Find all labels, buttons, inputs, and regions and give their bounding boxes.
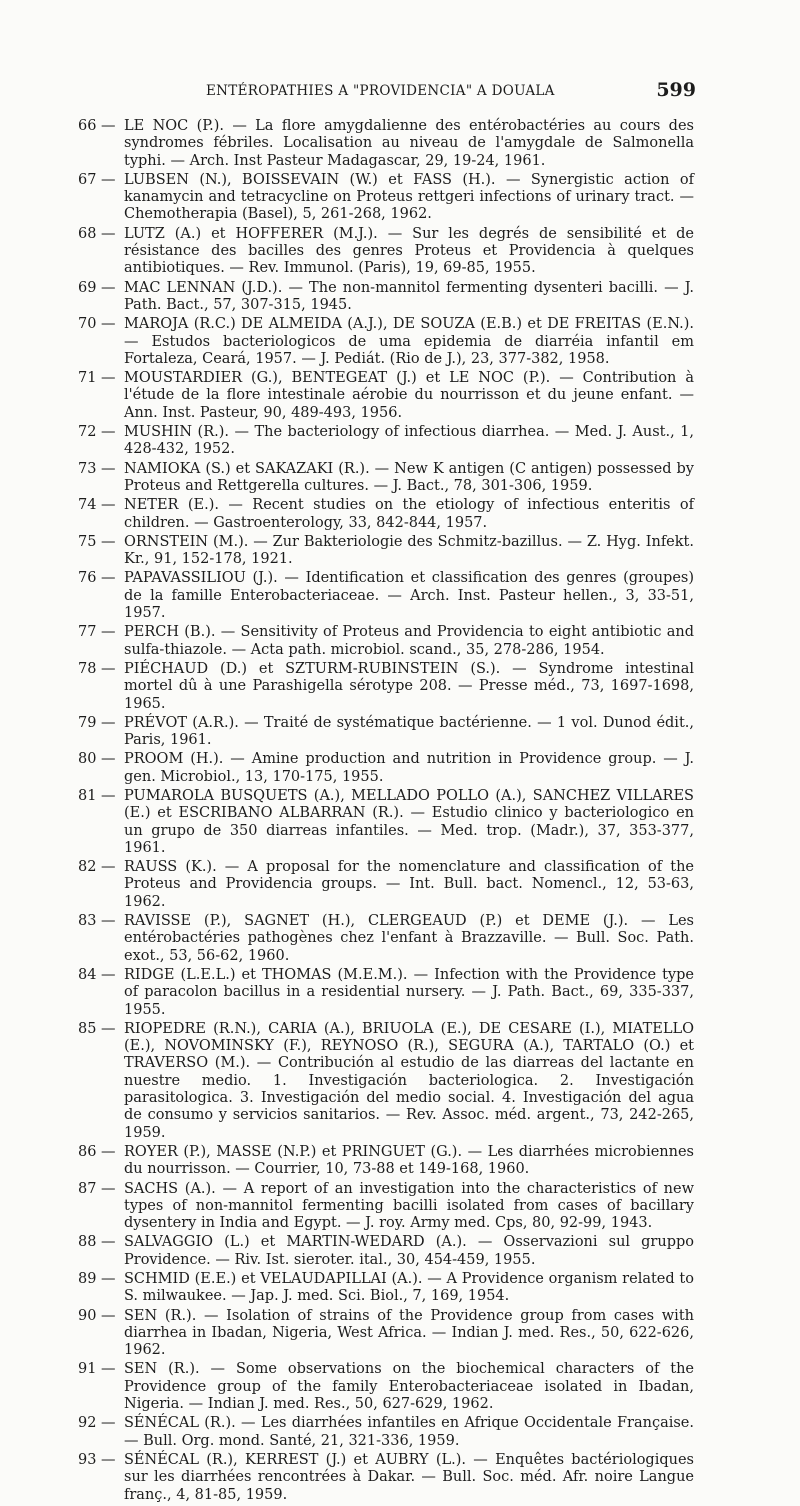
reference-dash: —	[101, 714, 116, 731]
reference-entry	[78, 118, 694, 170]
reference-number: 80	[78, 751, 97, 768]
running-title: ENTÉROPATHIES A "PROVIDENCIA" A DOUALA	[206, 83, 555, 99]
reference-dash: —	[101, 1234, 116, 1251]
reference-dash: —	[101, 1361, 116, 1378]
reference-number: 85	[78, 1020, 97, 1037]
reference-entry	[78, 1308, 694, 1360]
reference-number: 81	[78, 787, 97, 804]
reference-entry	[78, 497, 694, 532]
reference-entry	[78, 788, 694, 857]
reference-number: 70	[78, 316, 97, 333]
reference-number: 83	[78, 913, 97, 930]
reference-dash: —	[101, 1307, 116, 1324]
running-header	[206, 79, 696, 103]
reference-dash: —	[101, 1415, 116, 1432]
reference-dash: —	[101, 225, 116, 242]
reference-number: 69	[78, 279, 97, 296]
reference-number: 91	[78, 1361, 97, 1378]
reference-dash: —	[101, 624, 116, 641]
reference-entry	[78, 1271, 694, 1306]
reference-text: MOUSTARDIER (G.), BENTEGEAT (J.) et LE NOC (P.). — Contribution à l'étude de la flore intestinale aérobie du nourrisson et du jeune enfant. — Ann. Inst. Pasteur, 90, 489-493, 1956.	[124, 370, 694, 421]
reference-text: PAPAVASSILIOU (J.). — Identification et classification des genres (groupes) de la famille Enterobacteriaceae. — Arch. Inst. Pasteur hellen., 3, 33-51, 1957.	[124, 570, 694, 622]
reference-number: 66	[78, 118, 97, 134]
reference-number: 78	[78, 660, 97, 677]
reference-dash: —	[101, 966, 116, 983]
reference-text: RAUSS (K.). — A proposal for the nomenclature and classification of the Proteus and Providencia groups. — Int. Bull. bact. Nomencl., 12, 53-63, 1962.	[124, 859, 694, 910]
reference-dash: —	[101, 460, 116, 477]
reference-text: PROOM (H.). — Amine production and nutrition in Providence group. — J. gen. Microbiol., 13, 170-175, 1955.	[124, 751, 694, 785]
reference-text: LUTZ (A.) et HOFFERER (M.J.). — Sur les degrés de sensibilité et de résistance des bacilles des genres Proteus et Providencia à quelques antibiotiques. — Rev. Immunol. (Paris), 19, 69-85, 1955.	[124, 225, 694, 277]
reference-dash: —	[101, 497, 116, 514]
reference-entry	[78, 370, 694, 422]
reference-dash: —	[101, 533, 116, 550]
reference-text: SCHMID (E.E.) et VELAUDAPILLAI (A.). — A Providence organism related to S. milwaukee. — Jap. J. med. Sci. Biol., 7, 169, 1954.	[124, 1271, 694, 1305]
reference-dash: —	[101, 660, 116, 677]
reference-entry	[78, 624, 694, 659]
reference-number: 74	[78, 497, 97, 514]
reference-entry	[78, 859, 694, 911]
reference-number: 72	[78, 424, 97, 441]
reference-entry	[78, 1361, 694, 1413]
reference-dash: —	[101, 279, 116, 296]
reference-entry	[78, 172, 694, 224]
reference-text: NAMIOKA (S.) et SAKAZAKI (R.). — New K antigen (C antigen) possessed by Proteus and Rettgerella cultures. — J. Bact., 78, 301-306, 1959.	[124, 460, 694, 494]
reference-number: 87	[78, 1180, 97, 1197]
reference-text: PIÉCHAUD (D.) et SZTURM-RUBINSTEIN (S.). — Syndrome intestinal mortel dû à une Parashigella sérotype 208. — Presse méd., 73, 1697-1698, 1965.	[124, 660, 694, 712]
reference-number: 84	[78, 966, 97, 983]
reference-number: 93	[78, 1451, 97, 1468]
reference-dash: —	[101, 1451, 116, 1468]
reference-text: ORNSTEIN (M.). — Zur Bakteriologie des Schmitz-bazillus. — Z. Hyg. Infekt. Kr., 91, 152-178, 1921.	[124, 533, 694, 568]
reference-text: LUBSEN (N.), BOISSEVAIN (W.) et FASS (H.). — Synergistic action of kanamycin and tetracycline on Proteus rettgeri infections of urinary tract. — Chemotherapia (Basel), 5, 261-268, 1962.	[124, 171, 694, 223]
reference-number: 89	[78, 1271, 97, 1287]
reference-text: RAVISSE (P.), SAGNET (H.), CLERGEAUD (P.) et DEME (J.). — Les entérobactéries pathogènes chez l'enfant à Brazzaville. — Bull. Soc. Path. exot., 53, 56-62, 1960.	[124, 913, 694, 964]
reference-text: SEN (R.). — Some observations on the biochemical characters of the Providence group of the family Enterobacteriaceae isolated in Ibadan, Nigeria. — Indian J. med. Res., 50, 627-629, 1962.	[124, 1361, 694, 1413]
reference-dash: —	[101, 424, 116, 441]
reference-number: 86	[78, 1143, 97, 1160]
reference-text: SÉNÉCAL (R.), KERREST (J.) et AUBRY (L.). — Enquêtes bactériologiques sur les diarrhées rencontrées à Dakar. — Bull. Soc. méd. Afr. noire Langue franç., 4, 81-85, 1959.	[124, 1451, 694, 1503]
reference-number: 68	[78, 225, 97, 242]
reference-entry	[78, 570, 694, 622]
reference-entry	[78, 715, 694, 750]
reference-dash: —	[101, 1143, 116, 1160]
reference-number: 90	[78, 1307, 97, 1324]
reference-entry	[78, 534, 694, 569]
reference-number: 92	[78, 1415, 97, 1432]
reference-text: PERCH (B.). — Sensitivity of Proteus and Providencia to eight antibiotic and sulfa-thiazole. — Acta path. microbiol. scand., 35, 278-286, 1954.	[124, 624, 694, 658]
reference-dash: —	[101, 370, 116, 387]
reference-number: 82	[78, 859, 97, 876]
reference-number: 76	[78, 570, 97, 587]
reference-entry	[78, 661, 694, 713]
reference-text: RIDGE (L.E.L.) et THOMAS (M.E.M.). — Infection with the Providence type of paracolon bacillus in a residential nursery. — J. Path. Bact., 69, 335-337, 1955.	[124, 966, 694, 1018]
reference-text: PUMAROLA BUSQUETS (A.), MELLADO POLLO (A.), SANCHEZ VILLARES (E.) et ESCRIBANO ALBARRAN (R.). — Estudio clinico y bacteriologico en un grupo de 350 diarreas infantiles. — Med. trop. (Madr.), 37, 353-377, 1961.	[124, 787, 694, 856]
reference-dash: —	[101, 316, 116, 333]
reference-text: SACHS (A.). — A report of an investigation into the characteristics of new types of non-mannitol fermenting bacilli isolated from cases of bacillary dysentery in India and Egypt. — J. roy. Army med. Cps, 80, 92-99, 1943.	[124, 1180, 694, 1232]
reference-number: 79	[78, 714, 97, 731]
reference-text: RIOPEDRE (R.N.), CARIA (A.), BRIUOLA (E.), DE CESARE (I.), MIATELLO (E.), NOVOMINSKY (F.), REYNOSO (R.), SEGURA (A.), TARTALO (O.) et TRAVERSO (M.). — Contribución al estudio de las diarreas del lactante en nuestre medio. 1. Investigación bacteriologica. 2. Investigación parasitologica. 3. Investigación del medio social. 4. Investigación del agua de consumo y servicios sanitarios. — Rev. Assoc. méd. argent., 73, 242-265, 1959.	[124, 1020, 694, 1141]
reference-list	[78, 118, 694, 1506]
reference-text: SÉNÉCAL (R.). — Les diarrhées infantiles en Afrique Occidentale Française. — Bull. Org. mond. Santé, 21, 321-336, 1959.	[124, 1415, 694, 1449]
reference-number: 73	[78, 460, 97, 477]
reference-text: SEN (R.). — Isolation of strains of the Providence group from cases with diarrhea in Ibadan, Nigeria, West Africa. — Indian J. med. Res., 50, 622-626, 1962.	[124, 1307, 694, 1359]
reference-entry	[78, 316, 694, 368]
reference-entry	[78, 1181, 694, 1233]
reference-text: MUSHIN (R.). — The bacteriology of infectious diarrhea. — Med. J. Aust., 1, 428-432, 1952.	[124, 424, 694, 458]
reference-entry	[78, 1144, 694, 1179]
reference-dash: —	[101, 913, 116, 930]
reference-number: 77	[78, 624, 97, 641]
reference-entry	[78, 967, 694, 1019]
reference-entry	[78, 1452, 694, 1504]
reference-entry	[78, 280, 694, 315]
reference-entry	[78, 1021, 694, 1142]
reference-number: 67	[78, 171, 97, 188]
reference-dash: —	[101, 787, 116, 804]
reference-entry	[78, 226, 694, 278]
reference-dash: —	[101, 171, 116, 188]
reference-entry	[78, 424, 694, 459]
reference-number: 88	[78, 1234, 97, 1251]
reference-text: MAC LENNAN (J.D.). — The non-mannitol fermenting dysenteri bacilli. — J. Path. Bact., 57, 307-315, 1945.	[124, 279, 694, 313]
reference-text: MAROJA (R.C.) DE ALMEIDA (A.J.), DE SOUZA (E.B.) et DE FREITAS (E.N.). — Estudos bacteriologicos de uma epidemia de diarréia infantil em Fortaleza, Ceará, 1957. — J. Pediát. (Rio de J.), 23, 377-382, 1958.	[124, 316, 694, 367]
reference-entry	[78, 1234, 694, 1269]
page-number: 599	[656, 79, 696, 101]
reference-dash: —	[101, 1020, 116, 1037]
reference-entry	[78, 751, 694, 786]
reference-text: SALVAGGIO (L.) et MARTIN-WEDARD (A.). — Osservazioni sul gruppo Providence. — Riv. Ist. sieroter. ital., 30, 454-459, 1955.	[124, 1234, 694, 1268]
reference-number: 75	[78, 533, 97, 550]
reference-entry	[78, 1415, 694, 1450]
reference-dash: —	[101, 570, 116, 587]
reference-entry	[78, 913, 694, 965]
reference-dash: —	[101, 118, 116, 134]
reference-text: NETER (E.). — Recent studies on the etiology of infectious enteritis of children. — Gastroenterology, 33, 842-844, 1957.	[124, 497, 694, 531]
reference-entry	[78, 461, 694, 496]
reference-number: 71	[78, 370, 97, 387]
reference-dash: —	[101, 1180, 116, 1197]
reference-dash: —	[101, 751, 116, 768]
reference-text: ROYER (P.), MASSE (N.P.) et PRINGUET (G.). — Les diarrhées microbiennes du nourrisson. — Courrier, 10, 73-88 et 149-168, 1960.	[124, 1143, 694, 1178]
reference-dash: —	[101, 859, 116, 876]
reference-dash: —	[101, 1271, 116, 1287]
reference-text: PRÉVOT (A.R.). — Traité de systématique bactérienne. — 1 vol. Dunod édit., Paris, 1961.	[124, 714, 694, 749]
reference-text: LE NOC (P.). — La flore amygdalienne des entérobactéries au cours des syndromes fébriles. Localisation au niveau de l'amygdale de Salmonella typhi. — Arch. Inst Pasteur Madagascar, 29, 19-24, 1961.	[124, 118, 694, 169]
